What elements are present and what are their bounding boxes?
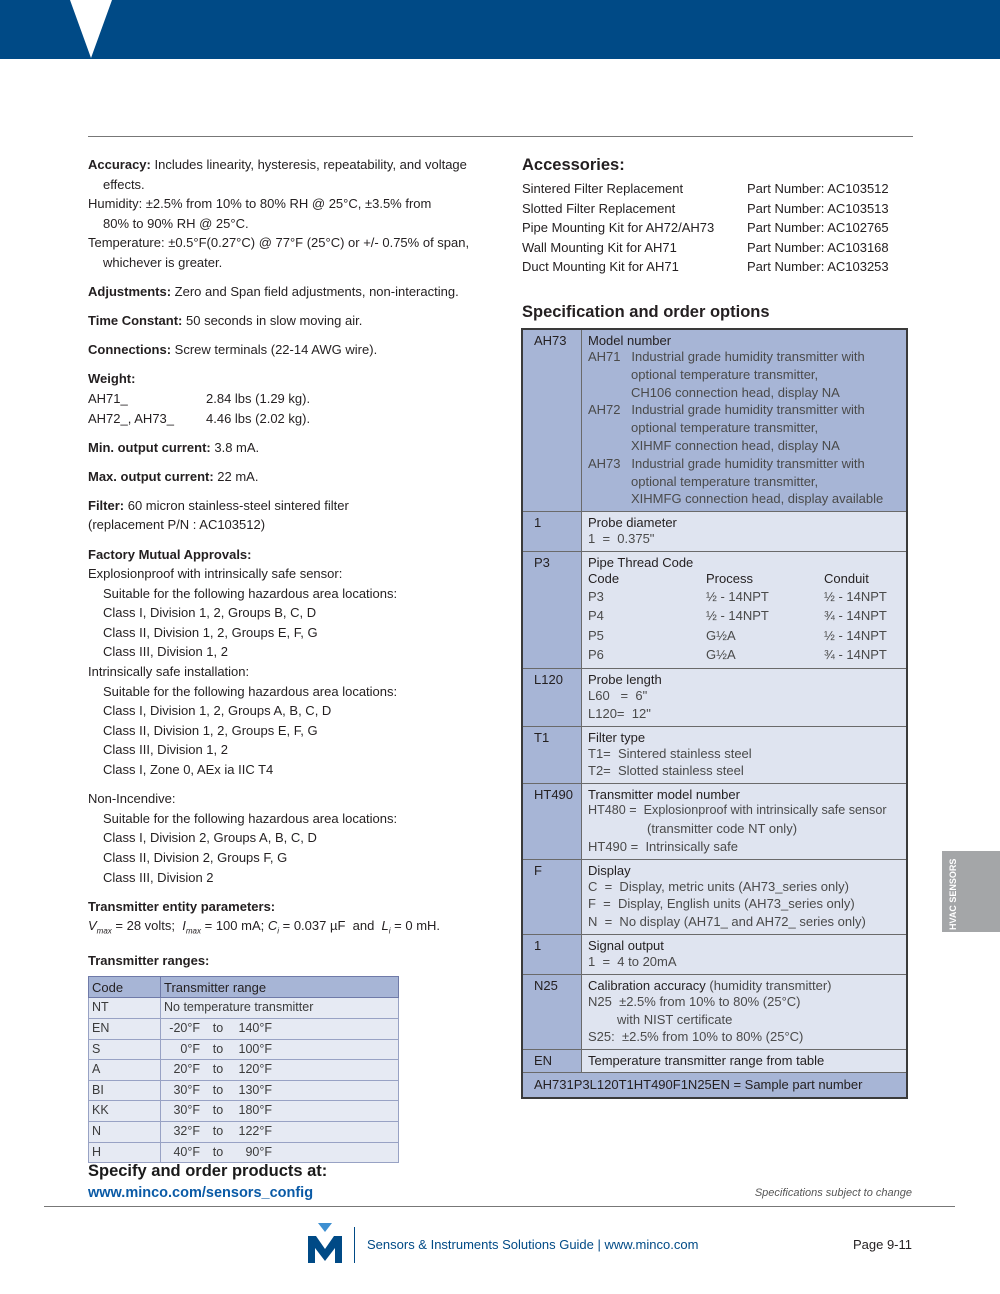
temperature-line-2: whichever is greater. xyxy=(103,254,223,270)
spec-row-title: Signal output xyxy=(588,937,664,953)
header-chevron-icon xyxy=(0,0,120,59)
spec-row-signal xyxy=(523,935,906,975)
accessory-name: Slotted Filter Replacement xyxy=(522,200,676,216)
spec-code: 1 xyxy=(523,935,582,974)
config-link[interactable]: www.minco.com/sensors_config xyxy=(88,1185,314,1201)
humidity-text-1: Humidity: ±2.5% from 10% to 80% RH @ 25°C, ±3.5% from xyxy=(88,196,432,212)
range-code: S xyxy=(89,1039,161,1060)
thread-header xyxy=(588,570,906,587)
calibration-subtitle: (humidity transmitter) xyxy=(705,977,832,993)
fm-line: Intrinsically safe installation: xyxy=(88,664,250,680)
range-to: to xyxy=(212,1124,224,1139)
adjustments-paragraph xyxy=(88,282,483,302)
entity-v: V xyxy=(88,918,97,934)
spec-line: HT490 = Intrinsically safe xyxy=(588,838,738,854)
spec-body xyxy=(582,975,906,1049)
thread-process: ½ - 14NPT xyxy=(706,588,769,604)
connections-text: Screw terminals (22-14 AWG wire). xyxy=(171,342,378,358)
accessory-part: Part Number: AC103512 xyxy=(747,181,889,196)
spec-row-title xyxy=(588,978,906,993)
thread-conduit: ¾ - 14NPT xyxy=(824,608,887,624)
spec-body xyxy=(582,512,906,551)
range-to: to xyxy=(212,1082,224,1097)
table-row xyxy=(89,998,399,1019)
thread-code: P4 xyxy=(588,608,604,624)
entity-i-val: = 100 mA; xyxy=(201,918,268,934)
weight-label: Weight: xyxy=(88,371,136,387)
time-constant-text: 50 seconds in slow moving air. xyxy=(182,313,363,329)
fm-line: Class II, Division 1, 2, Groups E, F, G xyxy=(103,722,318,738)
column-header: Transmitter range xyxy=(161,977,399,998)
range-code: EN xyxy=(89,1019,161,1040)
accessories-title: Accessories: xyxy=(522,156,625,174)
fm-line: Class I, Zone 0, AEx ia IIC T4 xyxy=(103,762,274,778)
footer-divider xyxy=(354,1227,355,1263)
weight-model: AH71_ xyxy=(88,390,128,406)
spec-line: 1 = 4 to 20mA xyxy=(588,953,677,969)
entity-i-sub: max xyxy=(185,926,201,936)
range-low: 30°F xyxy=(173,1082,200,1097)
spec-body xyxy=(582,330,906,511)
entity-i: I xyxy=(182,918,186,934)
entity-c-sub: i xyxy=(277,926,280,936)
spec-body xyxy=(582,860,906,934)
entity-c-val: = 0.037 µF and xyxy=(279,918,382,934)
side-tab xyxy=(942,851,1000,932)
weight-value: 4.46 lbs (2.02 kg). xyxy=(206,410,311,426)
spec-code: EN xyxy=(523,1050,582,1072)
range-low: 40°F xyxy=(173,1144,200,1159)
accessory-name: Pipe Mounting Kit for AH72/AH73 xyxy=(522,220,715,236)
ni-line: Suitable for the following hazardous area locations: xyxy=(103,810,398,826)
ranges-label: Transmitter ranges: xyxy=(88,952,210,968)
spec-line: (transmitter code NT only) xyxy=(647,820,798,836)
table-row xyxy=(89,1080,399,1101)
spec-row-title: Model number xyxy=(588,333,672,348)
range-text: No temperature transmitter xyxy=(161,998,399,1019)
range-value xyxy=(161,1019,399,1040)
temperature-line: Temperature: ±0.5°F(0.27°C) @ 77°F (25°C) or +/- 0.75% of span, xyxy=(88,235,470,251)
min-output-paragraph xyxy=(88,438,483,458)
thread-conduit: ¾ - 14NPT xyxy=(824,647,887,663)
range-code: NT xyxy=(89,998,161,1019)
spec-line: CH106 connection head, display NA xyxy=(631,384,840,400)
range-code: N xyxy=(89,1122,161,1143)
range-to: to xyxy=(212,1103,224,1118)
range-low: -20°F xyxy=(169,1021,200,1036)
spec-line: AH73 Industrial grade humidity transmitter with xyxy=(588,455,865,471)
entity-c: C xyxy=(267,918,278,934)
thread-col: Process xyxy=(706,570,753,586)
thread-process: G½A xyxy=(706,647,736,663)
spec-body xyxy=(582,784,906,858)
thread-process: G½A xyxy=(706,627,736,643)
range-high: 130°F xyxy=(238,1082,272,1097)
filter-text: 60 micron stainless-steel sintered filter xyxy=(124,497,349,513)
spec-row-calibration xyxy=(523,975,906,1050)
ni-line: Class III, Division 2 xyxy=(103,869,214,885)
header-bar xyxy=(0,0,1000,59)
max-output-text: 22 mA. xyxy=(213,468,259,484)
spec-line: L120= 12" xyxy=(588,705,651,721)
thread-row xyxy=(588,587,906,607)
column-header: Code xyxy=(89,977,161,998)
max-output-label: Max. output current: xyxy=(88,468,214,484)
left-column xyxy=(88,155,483,1163)
fm-line: Explosionproof with intrinsically safe sensor: xyxy=(88,566,343,582)
accessory-name: Wall Mounting Kit for AH71 xyxy=(522,239,677,255)
spec-body xyxy=(582,552,906,668)
table-row xyxy=(89,1039,399,1060)
range-value xyxy=(161,1101,399,1122)
entity-v-sub: max xyxy=(96,926,112,936)
spec-code: AH73 xyxy=(523,330,582,511)
spec-line: AH71 Industrial grade humidity transmitter with xyxy=(588,349,865,364)
accessory-part: Part Number: AC103168 xyxy=(747,239,889,255)
adjustments-text: Zero and Span field adjustments, non-interacting. xyxy=(171,284,459,300)
spec-row-model xyxy=(523,330,906,512)
range-high: 122°F xyxy=(238,1124,272,1139)
spec-line: with NIST certificate xyxy=(617,1011,733,1027)
minco-logo-icon xyxy=(305,1223,345,1265)
table-row xyxy=(89,1122,399,1143)
range-high: 180°F xyxy=(238,1103,272,1118)
range-high: 140°F xyxy=(238,1021,272,1036)
spec-row-thread xyxy=(523,552,906,669)
table-row xyxy=(89,1101,399,1122)
spec-code: 1 xyxy=(523,512,582,551)
spec-row-title: Transmitter model number xyxy=(588,787,740,803)
range-value xyxy=(161,1080,399,1101)
entity-label: Transmitter entity parameters: xyxy=(88,898,276,914)
filter-label: Filter: xyxy=(88,497,125,513)
range-high: 120°F xyxy=(238,1062,272,1077)
specify-heading: Specify and order products at: xyxy=(88,1162,328,1180)
min-output-text: 3.8 mA. xyxy=(210,439,260,455)
table-row xyxy=(89,1142,399,1163)
table-row xyxy=(89,1019,399,1040)
accessory-name: Duct Mounting Kit for AH71 xyxy=(522,259,679,275)
fm-approvals-label: Factory Mutual Approvals: xyxy=(88,546,252,562)
fm-line: Suitable for the following hazardous area locations: xyxy=(103,683,398,699)
spec-line: S25: ±2.5% from 10% to 80% (25°C) xyxy=(588,1029,804,1045)
spec-line: optional temperature transmitter, xyxy=(631,420,819,436)
thread-code: P3 xyxy=(588,588,604,604)
spec-row-length xyxy=(523,669,906,727)
max-output-paragraph xyxy=(88,467,483,487)
list-item xyxy=(522,199,912,219)
range-value xyxy=(161,1142,399,1163)
spec-line: C = Display, metric units (AH73_series only) xyxy=(588,878,849,894)
spec-title: Specification and order options xyxy=(522,303,770,321)
filter-paragraph xyxy=(88,496,483,516)
ni-line: Non-Incendive: xyxy=(88,791,176,807)
spec-line: optional temperature transmitter, xyxy=(631,366,819,382)
page-number: Page 9-11 xyxy=(852,1237,912,1252)
thread-col: Code xyxy=(588,570,620,586)
table-row xyxy=(89,1060,399,1081)
list-item xyxy=(522,257,912,277)
spec-code: F xyxy=(523,860,582,934)
spec-line: L60 = 6" xyxy=(588,687,648,703)
list-item xyxy=(522,218,912,238)
spec-line: AH72 Industrial grade humidity transmitter with xyxy=(588,402,865,418)
spec-code: T1 xyxy=(523,727,582,784)
thread-row xyxy=(588,626,906,646)
range-to: to xyxy=(212,1062,224,1077)
accessories-section xyxy=(522,156,912,277)
list-item xyxy=(522,179,912,199)
entity-l-val: = 0 mH. xyxy=(390,918,441,934)
accuracy-paragraph xyxy=(88,155,483,194)
spec-code: P3 xyxy=(523,552,582,668)
spec-table xyxy=(521,328,908,1099)
range-code: H xyxy=(89,1142,161,1163)
list-item xyxy=(522,238,912,258)
ni-line: Class II, Division 2, Groups F, G xyxy=(103,849,288,865)
spec-code: N25 xyxy=(523,975,582,1049)
thread-col: Conduit xyxy=(824,570,869,586)
range-value xyxy=(161,1060,399,1081)
fm-line: Class II, Division 1, 2, Groups E, F, G xyxy=(103,624,318,640)
spec-line: XIHMF connection head, display NA xyxy=(631,437,840,453)
spec-row-title: Probe diameter xyxy=(588,515,677,531)
range-to: to xyxy=(212,1021,224,1036)
spec-line: T2= Slotted stainless steel xyxy=(588,763,744,779)
weight-row xyxy=(88,389,483,409)
spec-code: L120 xyxy=(523,669,582,726)
adjustments-label: Adjustments: xyxy=(88,284,172,300)
min-output-label: Min. output current: xyxy=(88,439,211,455)
time-constant-label: Time Constant: xyxy=(88,313,183,329)
thread-conduit: ½ - 14NPT xyxy=(824,588,887,604)
disclaimer: Specifications subject to change xyxy=(754,1187,912,1199)
spec-line: optional temperature transmitter, xyxy=(631,473,819,489)
time-constant-paragraph xyxy=(88,311,483,331)
fm-line: Suitable for the following hazardous area locations: xyxy=(103,585,398,601)
range-high: 90°F xyxy=(245,1144,272,1159)
spec-line: 1 = 0.375" xyxy=(588,531,655,547)
connections-paragraph xyxy=(88,340,483,360)
thread-code: P6 xyxy=(588,647,604,663)
range-low: 0°F xyxy=(180,1041,200,1056)
spec-row-probe xyxy=(523,512,906,552)
filter-text-2: (replacement P/N : AC103512) xyxy=(88,517,266,533)
ni-line: Class I, Division 2, Groups A, B, C, D xyxy=(103,830,317,846)
spec-row-title: Temperature transmitter range from table xyxy=(588,1053,825,1069)
accessory-name: Sintered Filter Replacement xyxy=(522,181,684,196)
accuracy-label: Accuracy: xyxy=(88,157,151,172)
thread-code: P5 xyxy=(588,627,604,643)
spec-line: T1= Sintered stainless steel xyxy=(588,745,752,761)
bottom-divider xyxy=(44,1206,955,1207)
humidity-line-2: 80% to 90% RH @ 25°C. xyxy=(103,215,249,231)
range-low: 30°F xyxy=(173,1103,200,1118)
fm-line: Class III, Division 1, 2 xyxy=(103,644,228,660)
top-divider xyxy=(88,136,913,137)
spec-line: HT480 = Explosionproof with intrinsically safe sensor xyxy=(588,803,887,818)
thread-process: ½ - 14NPT xyxy=(706,608,769,624)
range-to: to xyxy=(212,1041,224,1056)
connections-label: Connections: xyxy=(88,342,172,358)
humidity-line xyxy=(88,194,483,214)
range-code: KK xyxy=(89,1101,161,1122)
spec-row-title: Pipe Thread Code xyxy=(588,554,694,570)
spec-line: N25 ±2.5% from 10% to 80% (25°C) xyxy=(588,993,801,1009)
side-tab-label: HVAC SENSORS xyxy=(948,858,958,930)
spec-line: N = No display (AH71_ and AH72_ series only) xyxy=(588,914,866,930)
thread-row xyxy=(588,645,906,665)
range-value xyxy=(161,1122,399,1143)
entity-l: L xyxy=(381,918,389,934)
ranges-table xyxy=(88,976,399,1163)
accessory-part: Part Number: AC103513 xyxy=(747,200,889,216)
spec-code: HT490 xyxy=(523,784,582,858)
spec-body xyxy=(582,727,906,784)
entity-v-val: = 28 volts; xyxy=(111,918,183,934)
spec-row-filter xyxy=(523,727,906,785)
range-value xyxy=(161,1039,399,1060)
entity-params xyxy=(88,916,483,941)
weight-model: AH72_, AH73_ xyxy=(88,410,175,426)
spec-line: XIHMFG connection head, display available xyxy=(631,491,884,507)
accessory-part: Part Number: AC103253 xyxy=(747,259,889,275)
range-code: A xyxy=(89,1060,161,1081)
spec-row-display xyxy=(523,860,906,935)
fm-line: Class I, Division 1, 2, Groups A, B, C, D xyxy=(103,703,332,719)
thread-conduit: ½ - 14NPT xyxy=(824,627,887,643)
spec-row-title: Probe length xyxy=(588,671,662,687)
spec-body xyxy=(582,1050,906,1072)
spec-row-temperature xyxy=(523,1050,906,1073)
spec-body xyxy=(582,669,906,726)
entity-l-sub: i xyxy=(388,926,391,936)
spec-row-title: Filter type xyxy=(588,729,646,745)
calibration-title: Calibration accuracy xyxy=(588,977,706,993)
weight-row xyxy=(88,409,483,429)
range-low: 32°F xyxy=(173,1124,200,1139)
range-to: to xyxy=(212,1144,224,1159)
spec-line: F = Display, English units (AH73_series only) xyxy=(588,896,855,912)
weight-value: 2.84 lbs (1.29 kg). xyxy=(206,390,311,406)
accuracy-text: Includes linearity, hysteresis, repeatability, and voltage effects. xyxy=(103,157,467,192)
guide-title: Sensors & Instruments Solutions Guide | www.minco.com xyxy=(367,1237,699,1252)
range-code: BI xyxy=(89,1080,161,1101)
fm-line: Class I, Division 1, 2, Groups B, C, D xyxy=(103,605,317,621)
fm-line: Class III, Division 1, 2 xyxy=(103,742,228,758)
table-header-row xyxy=(89,977,399,998)
thread-row xyxy=(588,606,906,626)
accessory-part: Part Number: AC102765 xyxy=(747,220,889,236)
spec-row-transmitter xyxy=(523,784,906,859)
range-low: 20°F xyxy=(173,1062,200,1077)
range-high: 100°F xyxy=(238,1041,272,1056)
sample-part-number: AH731P3L120T1HT490F1N25EN = Sample part number xyxy=(523,1073,906,1097)
spec-body xyxy=(582,935,906,974)
spec-row-title: Display xyxy=(588,862,631,878)
